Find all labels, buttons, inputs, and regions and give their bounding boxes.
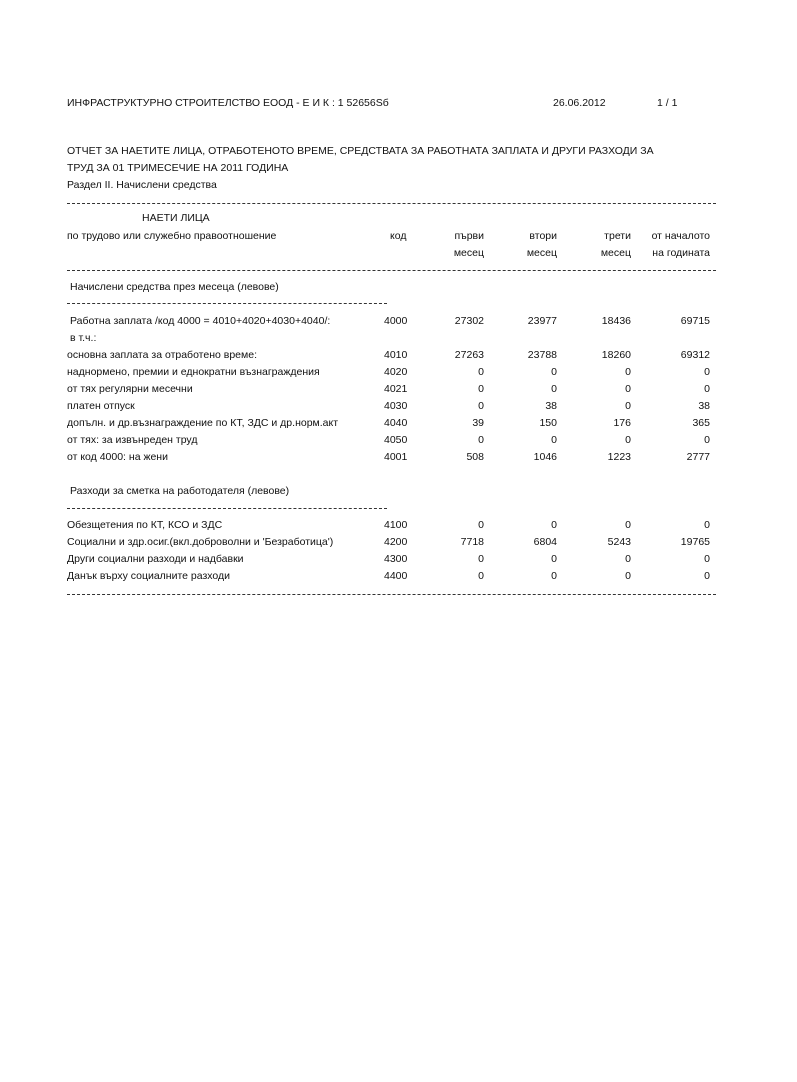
table-row xyxy=(0,519,797,536)
row-code: 4030 xyxy=(384,400,408,412)
row-ytd: 0 xyxy=(704,366,710,378)
row-month2: 0 xyxy=(551,383,557,395)
section-title: Раздел ІІ. Начислени средства xyxy=(67,179,217,191)
bottom-rule xyxy=(67,594,716,595)
row-label: наднормено, премии и еднократни възнаграждения xyxy=(67,366,320,378)
row-month2: 23977 xyxy=(527,315,557,327)
table-row xyxy=(0,400,797,417)
company-header: ИНФРАСТРУКТУРНО СТРОИТЕЛСТВО ЕООД - Е И К : 1 52656Sб xyxy=(67,97,389,109)
row-month3: 0 xyxy=(625,570,631,582)
row-month1: 0 xyxy=(478,570,484,582)
row-label: от код 4000: на жени xyxy=(67,451,168,463)
row-month1: 27263 xyxy=(454,349,484,361)
row-label: Социални и здр.осиг.(вкл.доброволни и 'Безработица') xyxy=(67,536,334,548)
table-row xyxy=(0,451,797,468)
row-month2: 150 xyxy=(539,417,557,429)
col-header-month1-sub: месец xyxy=(453,247,484,259)
row-month3: 0 xyxy=(625,383,631,395)
row-month1: 0 xyxy=(478,519,484,531)
row-code: 4000 xyxy=(384,315,408,327)
row-ytd: 0 xyxy=(704,519,710,531)
row-code: 4001 xyxy=(384,451,408,463)
row-label: Данък върху социалните разходи xyxy=(67,570,231,582)
row-month1: 7718 xyxy=(460,536,484,548)
row-code: 4021 xyxy=(384,383,408,395)
row-month1: 0 xyxy=(478,383,484,395)
row-month3: 18436 xyxy=(601,315,631,327)
row-month2: 0 xyxy=(551,570,557,582)
col-header-month2: втори xyxy=(529,230,557,242)
row-label: в т.ч.: xyxy=(70,332,97,344)
row-label: от тях: за извънреден труд xyxy=(67,434,198,446)
row-ytd: 0 xyxy=(704,570,710,582)
row-month3: 1223 xyxy=(607,451,631,463)
row-code: 4040 xyxy=(384,417,408,429)
row-month2: 0 xyxy=(551,434,557,446)
group1-title: Начислени средства през месеца (левове) xyxy=(70,281,279,293)
page-number: 1 / 1 xyxy=(657,97,678,109)
report-title-line1: ОТЧЕТ ЗА НАЕТИТЕ ЛИЦА, ОТРАБОТЕНОТО ВРЕМЕ, СРЕДСТВАТА ЗА РАБОТНАТА ЗАПЛАТА И ДРУГИ РАЗХОДИ ЗА xyxy=(67,145,654,157)
row-month1: 39 xyxy=(472,417,484,429)
row-code: 4300 xyxy=(384,553,408,565)
row-month2: 0 xyxy=(551,366,557,378)
row-code: 4010 xyxy=(384,349,408,361)
table-row xyxy=(0,417,797,434)
table-row xyxy=(0,315,797,332)
col-header-month2-sub: месец xyxy=(526,247,557,259)
row-month3: 0 xyxy=(625,366,631,378)
table-row xyxy=(0,383,797,400)
row-month3: 18260 xyxy=(601,349,631,361)
table-row xyxy=(0,366,797,383)
row-month3: 0 xyxy=(625,553,631,565)
table-row xyxy=(0,349,797,366)
top-rule xyxy=(67,203,716,204)
row-ytd: 69715 xyxy=(680,315,710,327)
report-date: 26.06.2012 xyxy=(553,97,606,109)
col-header-month3-sub: месец xyxy=(600,247,631,259)
row-month1: 27302 xyxy=(454,315,484,327)
row-month1: 0 xyxy=(478,366,484,378)
row-label: платен отпуск xyxy=(67,400,135,412)
row-month3: 0 xyxy=(625,434,631,446)
row-label: Работна заплата /код 4000 = 4010+4020+4030+4040/: xyxy=(70,315,331,327)
row-ytd: 0 xyxy=(704,434,710,446)
col-header-ytd: от началото xyxy=(651,230,710,242)
row-month2: 38 xyxy=(545,400,557,412)
table-row xyxy=(0,434,797,451)
row-month1: 508 xyxy=(466,451,484,463)
row-month2: 0 xyxy=(551,519,557,531)
group2-rule xyxy=(67,508,387,509)
row-month2: 23788 xyxy=(527,349,557,361)
row-ytd: 38 xyxy=(698,400,710,412)
row-label: Обезщетения по КТ, КСО и ЗДС xyxy=(67,519,223,531)
row-month1: 0 xyxy=(478,434,484,446)
row-month2: 6804 xyxy=(533,536,557,548)
table-row xyxy=(0,553,797,570)
row-code: 4020 xyxy=(384,366,408,378)
row-month2: 0 xyxy=(551,553,557,565)
row-ytd: 0 xyxy=(704,383,710,395)
row-month1: 0 xyxy=(478,400,484,412)
row-ytd: 0 xyxy=(704,553,710,565)
col-header-employees-sub: по трудово или служебно правоотношение xyxy=(67,230,277,242)
col-header-month3: трети xyxy=(604,230,631,242)
row-month3: 5243 xyxy=(607,536,631,548)
row-label: основна заплата за отработено време: xyxy=(67,349,257,361)
row-code: 4050 xyxy=(384,434,408,446)
row-month1: 0 xyxy=(478,553,484,565)
header-rule xyxy=(67,270,716,271)
group2-title: Разходи за сметка на работодателя (левове) xyxy=(70,485,290,497)
table-row xyxy=(0,332,797,349)
row-ytd: 69312 xyxy=(680,349,710,361)
row-month2: 1046 xyxy=(533,451,557,463)
row-label: Други социални разходи и надбавки xyxy=(67,553,244,565)
row-ytd: 365 xyxy=(692,417,710,429)
row-ytd: 2777 xyxy=(686,451,710,463)
row-month3: 0 xyxy=(625,519,631,531)
col-header-ytd-sub: на годината xyxy=(652,247,710,259)
row-month3: 0 xyxy=(625,400,631,412)
col-header-code: код xyxy=(390,230,407,242)
row-code: 4200 xyxy=(384,536,408,548)
row-month3: 176 xyxy=(613,417,631,429)
col-header-month1: първи xyxy=(454,230,484,242)
group1-rule xyxy=(67,303,387,304)
row-code: 4400 xyxy=(384,570,408,582)
col-header-employees: НАЕТИ ЛИЦА xyxy=(142,212,210,224)
row-ytd: 19765 xyxy=(680,536,710,548)
table-row xyxy=(0,570,797,587)
table-row xyxy=(0,536,797,553)
row-label: допълн. и др.възнаграждение по КТ, ЗДС и др.норм.акт xyxy=(67,417,339,429)
row-code: 4100 xyxy=(384,519,408,531)
row-label: от тях регулярни месечни xyxy=(67,383,193,395)
report-title-line2: ТРУД ЗА 01 ТРИМЕСЕЧИЕ НА 2011 ГОДИНА xyxy=(67,162,289,174)
